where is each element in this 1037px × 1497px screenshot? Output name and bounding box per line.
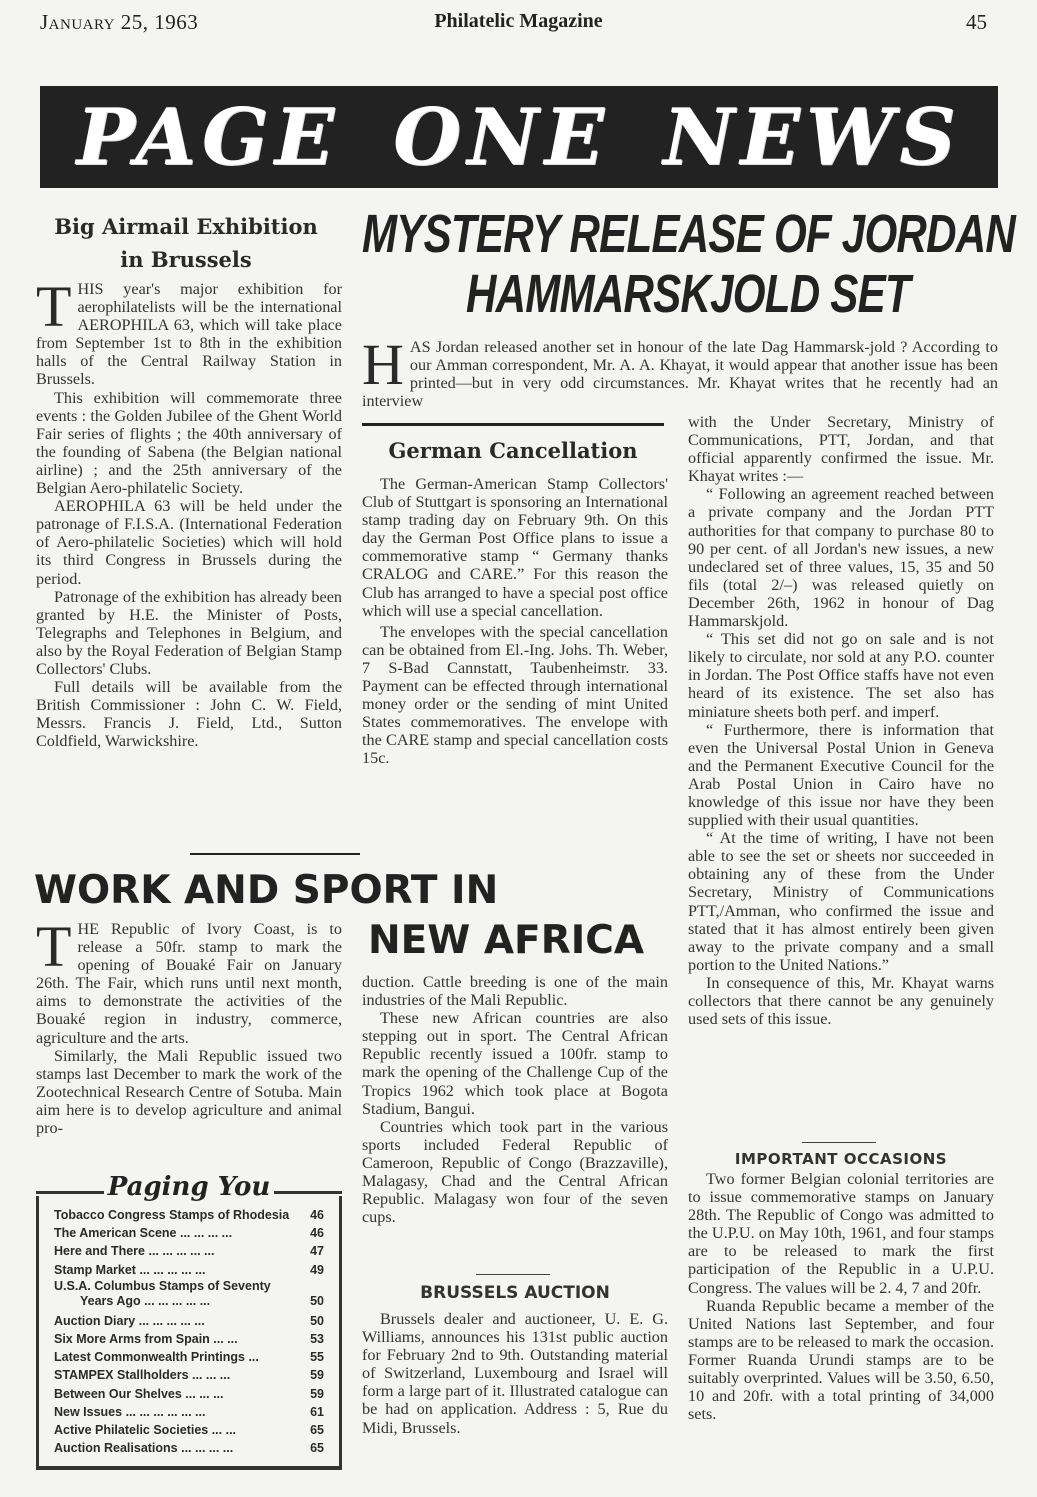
toc-item[interactable]: Between Our Shelves ... ... ... 59 (54, 1386, 324, 1401)
german-article-body (362, 475, 668, 768)
magazine-title: Philatelic Magazine (434, 10, 603, 32)
airmail-paragraph: HIS year's major exhibition for aerophilatelists will be the international AEROPHILA 63, which will take place from September 1st to 8th in the exhibition halls of the Central Railway Station in Brussels. (36, 280, 342, 389)
airmail-paragraph: Full details will be available from the British Commissioner : John C. W. Field, Messrs. Francis J. Field, Ltd., Sutton Coldfield, Warwickshire. (36, 678, 342, 751)
airmail-headline (36, 210, 336, 276)
toc-item[interactable]: Tobacco Congress Stamps of Rhodesia 46 (54, 1208, 324, 1222)
toc-item[interactable]: U.S.A. Columbus Stamps of Seventy Years Ago ... ... ... ... ... 50 (54, 1278, 324, 1309)
toc-item[interactable]: Six More Arms from Spain ... ... 53 (54, 1332, 324, 1347)
toc-item[interactable]: Auction Realisations ... ... ... ... 65 (54, 1441, 324, 1456)
airmail-dropcap: T (36, 274, 72, 339)
airmail-paragraph: AEROPHILA 63 will be held under the patronage of F.I.S.A. (International Federation of Aero-philatelic Societies) which will hold its third Congress in Brussels during the period. (36, 497, 342, 588)
africa-article-col2 (362, 973, 668, 1226)
paging-you-title: Paging You (104, 1172, 274, 1202)
toc-item[interactable]: The American Scene ... ... ... ... 46 (54, 1226, 324, 1241)
toc-item[interactable]: Active Philatelic Societies ... ... 65 (54, 1423, 324, 1438)
africa-paragraph: Similarly, the Mali Republic issued two stamps last December to mark the work of the Zootechnical Research Centre of Sotuba. Main aim here is to develop agriculture and animal pro- (36, 1046, 342, 1138)
africa-headline-line1: WORK AND SPORT IN (34, 868, 499, 913)
jordan-headline-line2: HAMMARSKJOLD SET (466, 264, 910, 324)
airmail-headline-line2: in Brussels (120, 247, 252, 272)
toc-item[interactable]: STAMPEX Stallholders ... ... ... 59 (54, 1368, 324, 1383)
toc-item[interactable]: Stamp Market ... ... ... ... ... 49 (54, 1262, 324, 1277)
africa-headline-line2: NEW AFRICA (368, 918, 645, 963)
africa-paragraph: Countries which took part in the various sports included Federal Republic of Cameroon, Republic of Congo (Brazzaville), Malagasy, Chad and the Central African Republic. Malagasy won four of the seven cups. (362, 1117, 668, 1227)
jordan-paragraph: “ At the time of writing, I have not been able to see the set or sheets nor succeeded in obtaining any of these from the Under Secretary, Ministry of Communications PTT,/Amman, who confirmed the issue and stated that it has almost entirely been given away to the private company and a small portion to the United Nations.” (688, 829, 994, 974)
jordan-paragraph: In consequence of this, Mr. Khayat warns collectors that there cannot be any genuinely used sets of this issue. (688, 973, 994, 1029)
africa-dropcap: T (36, 914, 72, 979)
occasions-paragraph: Two former Belgian colonial territories are to issue commemorative stamps on January 28th. The Republic of Congo was admitted to the U.P.U. on May 10th, 1961, and four stamps are to be released to mark the first participation of the Republic in a U.P.U. Congress. The values will be 2. 4, 7 and 20fr. (688, 1170, 994, 1297)
jordan-paragraph: “ Following an agreement reached between a private company and the Jordan PTT authorities for that company to purchase 80 to 90 per cent. of all Jordan's new issues, a new undeclared set of three values, 15, 35 and 50 fils (total 2/–) was released quietly on December 26th, 1962 in honour of Dag Hammarskjold. (688, 485, 994, 631)
section-divider (802, 1142, 876, 1143)
section-divider (362, 423, 664, 426)
airmail-paragraph: Patronage of the exhibition has already been granted by H.E. the Minister of Posts, Telegraphs and Telephones in Belgium, and also by the Royal Federation of Belgian Stamp Collectors' Clubs. (36, 587, 342, 678)
toc-item[interactable]: New Issues ... ... ... ... ... ... 61 (54, 1404, 324, 1419)
jordan-lead (362, 332, 998, 411)
german-paragraph: The envelopes with the special cancellation can be obtained from El.-Ing. Johs. Th. Weber, 7 S-Bad Cannstatt, Taubenheimstr. 33. Payment can be effected through international money order or the sending of mint United States commemoratives. The envelope with the CARE stamp and special cancellation costs 15c. (362, 622, 668, 768)
issue-date: January 25, 1963 (40, 10, 199, 34)
occasions-paragraph: Ruanda Republic became a member of the United Nations last September, and four stamps are to be released to mark the occasion. Former Ruanda Urundi stamps are to be suitably overprinted. Values will be 3.50, 6.50, 10 and 20fr. with a total printing of 34,000 sets. (688, 1296, 994, 1424)
section-divider (190, 853, 360, 855)
german-paragraph: The German-American Stamp Collectors' Club of Stuttgart is sponsoring an International stamp trading day on February 9th. On this day the German Post Office plans to issue a commemorative stamp “ Germany thanks CRALOG and CARE.” For this reason the Club has arranged to have a special post office which will use a special cancellation. (362, 475, 668, 620)
jordan-paragraph: “ Furthermore, there is information that even the Universal Postal Union in Geneva and the Permanent Executive Council for the Arab Postal Union in Cairo have no knowledge of this issue nor have they been supplied with their usual quantities. (688, 720, 994, 830)
toc-item[interactable]: Here and There ... ... ... ... ... 47 (54, 1244, 324, 1259)
toc-item[interactable]: Auction Diary ... ... ... ... ... 50 (54, 1313, 324, 1328)
africa-paragraph: These new African countries are also stepping out in sport. The Central African Republic recently issued a 100fr. stamp to mark the opening of the Challenge Cup of the Tropics 1962 which took place at Bogota Stadium, Bangui. (362, 1009, 668, 1118)
africa-paragraph: duction. Cattle breeding is one of the main industries of the Mali Republic. (362, 973, 668, 1010)
auction-headline: BRUSSELS AUCTION (420, 1283, 610, 1303)
german-headline: German Cancellation (388, 438, 638, 463)
occasions-headline: IMPORTANT OCCASIONS (734, 1150, 948, 1168)
jordan-article-body (688, 413, 994, 1028)
section-divider (476, 1274, 550, 1275)
paging-you-list (54, 1206, 324, 1457)
page-number: 45 (966, 10, 987, 34)
auction-paragraph: Brussels dealer and auctioneer, U. E. G. Williams, announces his 131st public auction for February 2nd to 9th. Outstanding material of Switzerland, Luxembourg and Israel will form a large part of it. Illustrated catalogue can be had on application. Address : 5, Rue du Midi, Brussels. (362, 1310, 668, 1437)
africa-article-col1 (36, 914, 342, 1138)
jordan-lead-text: AS Jordan released another set in honour of the late Dag Hammarsk-jold ? According to our Amman correspondent, Mr. A. A. Khayat, it would appear that another issue has been printed—but in very odd circumstances. Mr. Khayat writes that he recently had an interview (362, 338, 998, 411)
airmail-paragraph: This exhibition will commemorate three events : the Golden Jubilee of the Ghent World Fair series of flights ; the 40th anniversary of the founding of Sabena (the Belgian national airline) ; and the 25th anniversary of the Belgian Aero-philatelic Society. (36, 388, 342, 498)
banner-title: PAGE ONE NEWS (76, 91, 962, 183)
jordan-dropcap: H (362, 332, 404, 397)
africa-paragraph: HE Republic of Ivory Coast, is to release a 50fr. stamp to mark the opening of Bouaké Fair on January 26th. The Fair, which runs until next month, aims to demonstrate the activities of the Bouaké region in industry, commerce, agriculture and the arts. (36, 920, 342, 1047)
airmail-headline-line1: Big Airmail Exhibition (54, 214, 318, 239)
toc-item[interactable]: Latest Commonwealth Printings ... 55 (54, 1350, 324, 1365)
jordan-headline-line1: MYSTERY RELEASE OF JORDAN (362, 204, 1015, 264)
jordan-paragraph: “ This set did not go on sale and is not likely to circulate, nor sold at any P.O. counter in Jordan. The Post Office staffs have not even heard of its existence. The set also has miniature sheets both perf. and imperf. (688, 630, 994, 721)
page-one-news-banner (40, 86, 998, 188)
airmail-article-body (36, 274, 342, 751)
occasions-article-body (688, 1170, 994, 1423)
jordan-paragraph: with the Under Secretary, Ministry of Communications, PTT, Jordan, and that official apparently confirmed the issue. Mr. Khayat writes :— (688, 413, 994, 486)
auction-article-body (362, 1310, 668, 1437)
